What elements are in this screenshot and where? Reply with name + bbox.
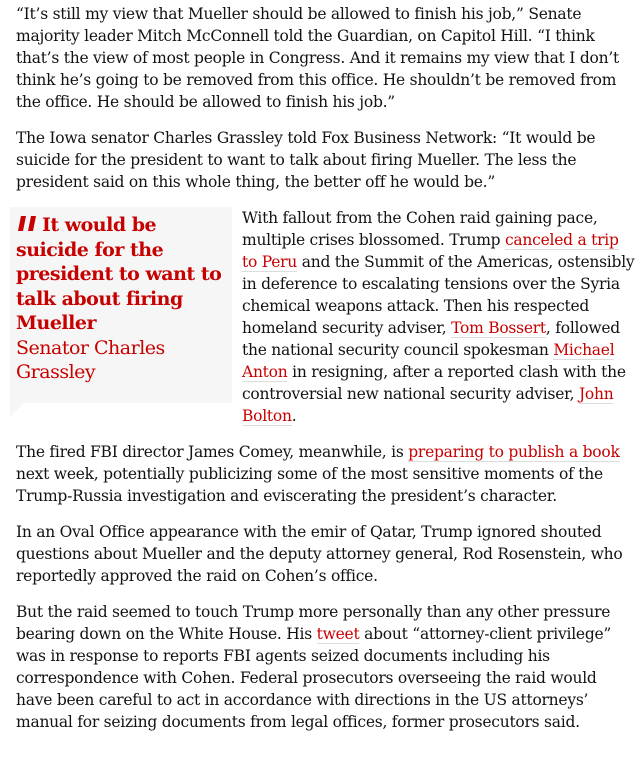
pull-quote [10, 207, 232, 403]
quote-mark-icon [16, 216, 38, 231]
text-segment: next week, potentially publicizing some of the most sensitive moments of the Trump-Russia investigation and eviscerating the president’s character. [16, 465, 603, 505]
text-segment: and the Summit of the Americas, ostensibly in deference to escalating tensions over the Syria chemical weapons attack. Then his respected homeland security adviser, [242, 253, 635, 337]
text-segment: , followed the national security council spokesman [242, 319, 620, 359]
pull-quote-text: It would be suicide for the president to want to talk about firing Mueller [16, 214, 222, 334]
link-tweet[interactable]: tweet [316, 625, 360, 643]
link-tom-bossert[interactable]: Tom Bossert [451, 319, 546, 337]
text-segment: about “attorney-client privilege” was in response to reports FBI agents seized documents including his correspondence with Cohen. Federal prosecutors overseeing the raid would have been careful to act in accordance with directions in the US attorneys’ manual for seizing documents from legal offices, former prosecutors said. [16, 625, 612, 731]
text-segment: With fallout from the Cohen raid gaining pace, multiple crises blossomed. Trump [242, 209, 598, 249]
text-segment: The fired FBI director James Comey, meanwhile, is [16, 443, 409, 461]
link-john-bolton[interactable]: John Bolton [242, 385, 614, 425]
paragraph-oval-office: In an Oval Office appearance with the emir of Qatar, Trump ignored shouted questions about Mueller and the deputy attorney general, Rod Rosenstein, who reportedly approved the raid on Cohen’s office. [16, 523, 623, 585]
link-comey-book[interactable]: preparing to publish a book [408, 443, 620, 461]
article-body [16, 3, 636, 747]
link-canceled-trip-peru[interactable]: canceled a trip to Peru [242, 231, 619, 271]
text-segment: . [291, 407, 297, 425]
paragraph-grassley-quote: The Iowa senator Charles Grassley told Fox Business Network: “It would be suicide for the president to want to talk about firing Mueller. The less the president said on this whole thing, the better off he would be.” [16, 129, 596, 191]
link-michael-anton[interactable]: Michael Anton [242, 341, 615, 381]
text-segment: But the raid seemed to touch Trump more personally than any other pressure bearing down on the White House. His [16, 603, 611, 643]
paragraph-comey [16, 441, 636, 507]
paragraph-raid [16, 601, 636, 733]
paragraph-mcconnell-quote: “It’s still my view that Mueller should be allowed to finish his job,” Senate majority leader Mitch McConnell told the Guardian, on Capitol Hill. “I think that’s the view of most people in Congress. And it remains my view that I don’t think he’s going to be removed from this office. He shouldn’t be removed from the office. He should be allowed to finish his job.” [16, 5, 619, 111]
text-segment: in resigning, after a reported clash with the controversial new national security adviser, [242, 363, 626, 403]
pull-quote-attribution: Senator Charles Grassley [16, 336, 165, 383]
